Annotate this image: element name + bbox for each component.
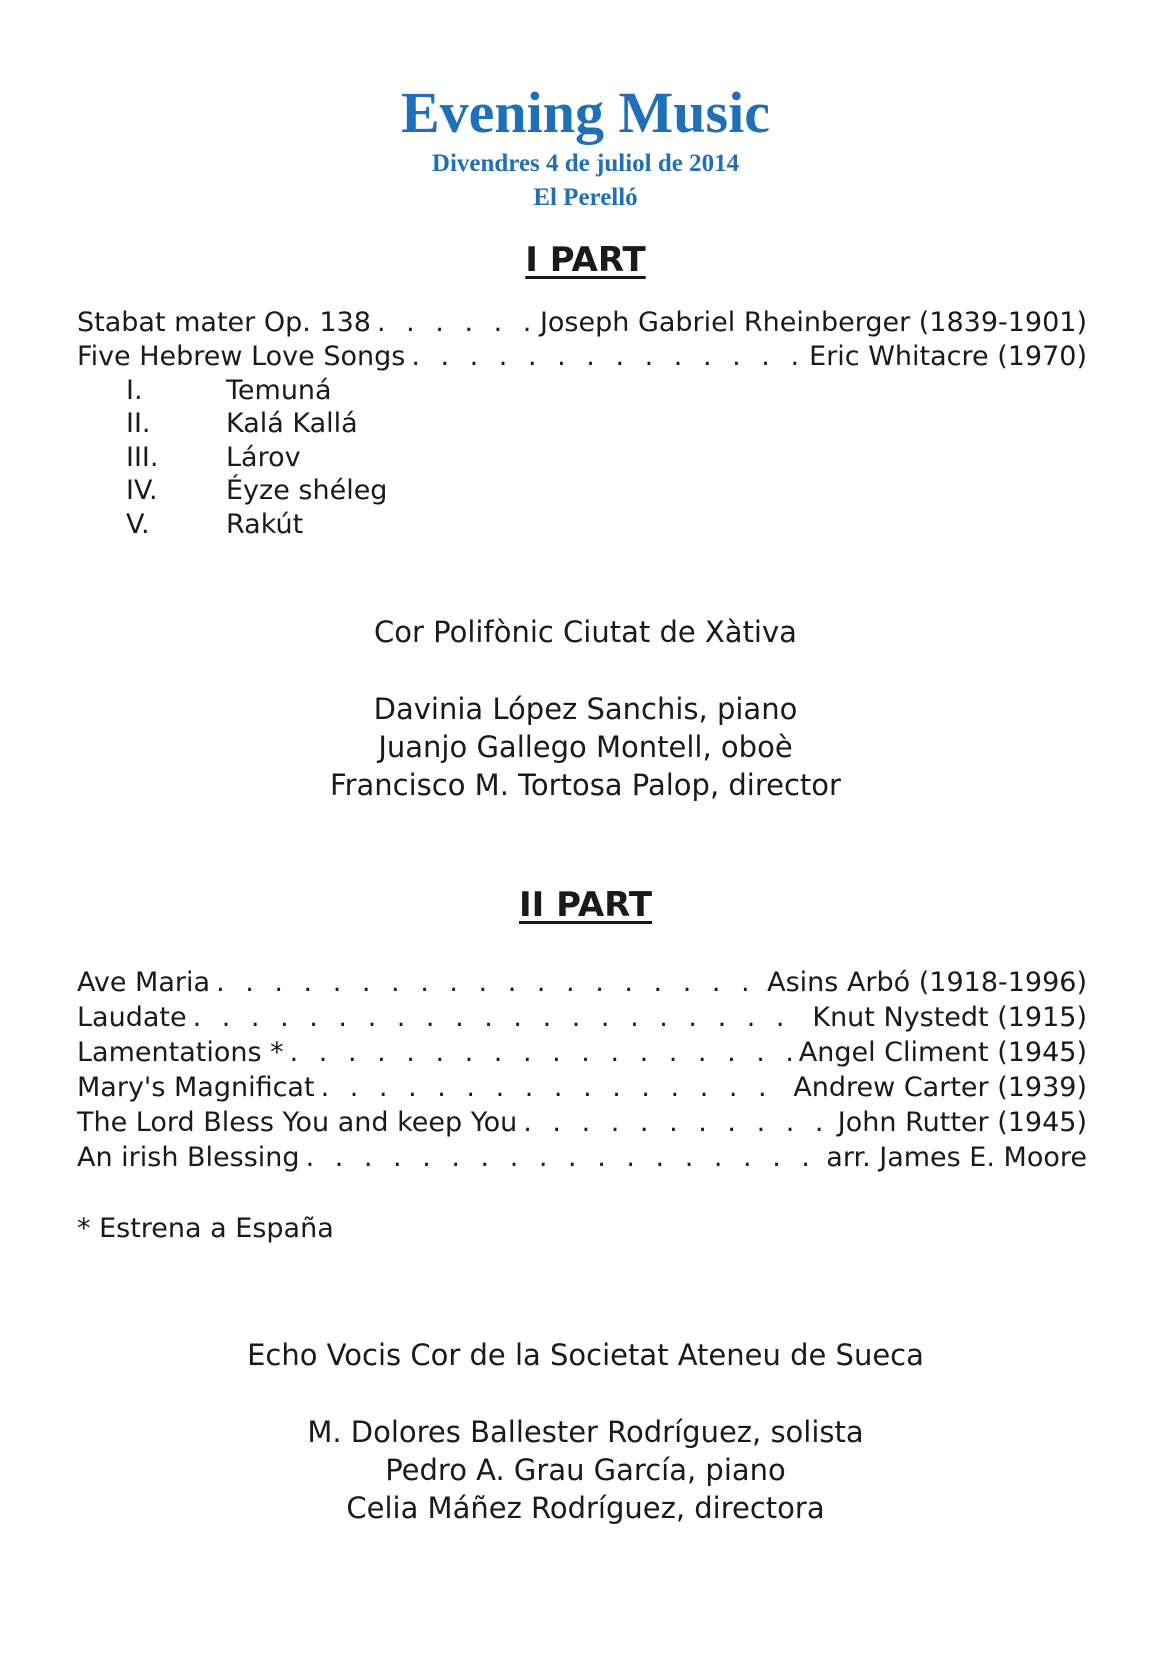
dot-leader (216, 965, 761, 1001)
movement-number: V. (126, 509, 150, 540)
movement-item (126, 507, 303, 543)
work-composer: Asins Arbó (1918-1996) (767, 967, 1087, 998)
work-composer: Angel Climent (1945) (798, 1037, 1087, 1068)
movement-number: I. (126, 375, 143, 406)
movement-name: Lárov (226, 442, 301, 473)
program-entry (77, 339, 1087, 375)
performer-line: Pedro A. Grau García, piano (385, 1453, 786, 1487)
movement-item (126, 406, 358, 442)
program-entry (77, 965, 1087, 1001)
movement-item (126, 440, 301, 476)
work-title: Stabat mater Op. 138 (77, 307, 371, 338)
work-composer: Joseph Gabriel Rheinberger (1839-1901) (539, 307, 1087, 338)
part-two-heading-text: II PART (518, 885, 653, 925)
work-title: Laudate (77, 1002, 187, 1033)
work-composer: Eric Whitacre (1970) (809, 341, 1087, 372)
program-entry (77, 1000, 1087, 1036)
dot-leader (523, 1105, 832, 1141)
premiere-footnote: * Estrena a España (77, 1213, 334, 1244)
work-title: The Lord Bless You and keep You (77, 1107, 518, 1138)
work-title: Ave Maria (77, 967, 211, 998)
movement-number: III. (126, 442, 159, 473)
work-composer: Andrew Carter (1939) (793, 1072, 1087, 1103)
movement-name: Kalá Kallá (226, 408, 358, 439)
movement-name: Rakút (226, 509, 304, 540)
work-composer: arr. James E. Moore (826, 1142, 1087, 1173)
program-entry (77, 1140, 1087, 1176)
dot-leader (306, 1140, 821, 1176)
program-entry (77, 1070, 1087, 1106)
work-composer: John Rutter (1945) (837, 1107, 1087, 1138)
movement-number: IV. (126, 475, 158, 506)
concert-place: El Perelló (533, 184, 638, 211)
movement-name: Éyze shéleg (226, 475, 388, 506)
performer-line: M. Dolores Ballester Rodríguez, solista (307, 1415, 864, 1449)
movement-name: Temuná (226, 375, 332, 406)
dot-leader (411, 339, 803, 375)
movement-item (126, 373, 332, 409)
work-title: Mary's Magnificat (77, 1072, 315, 1103)
part-one-heading-text: I PART (525, 240, 646, 280)
dot-leader (290, 1035, 793, 1071)
program-entry (77, 305, 1087, 341)
program-entry (77, 1105, 1087, 1141)
dot-leader (321, 1070, 788, 1106)
work-title: Five Hebrew Love Songs (77, 341, 406, 372)
ensemble-name: Echo Vocis Cor de la Societat Ateneu de Sueca (247, 1338, 924, 1372)
part-two-heading (0, 884, 1171, 926)
performer-line: Celia Máñez Rodríguez, directora (346, 1491, 825, 1525)
work-title: Lamentations * (77, 1037, 284, 1068)
work-title: An irish Blessing (77, 1142, 300, 1173)
part-one-heading (0, 239, 1171, 281)
dot-leader (193, 1000, 807, 1036)
concert-date: Divendres 4 de juliol de 2014 (431, 150, 740, 177)
ensemble-name: Cor Polifònic Ciutat de Xàtiva (374, 615, 797, 649)
program-entry (77, 1035, 1087, 1071)
performer-line: Davinia López Sanchis, piano (373, 692, 798, 726)
movement-item (126, 473, 387, 509)
program-title: Evening Music (401, 80, 770, 145)
movement-number: II. (126, 408, 151, 439)
work-composer: Knut Nystedt (1915) (812, 1002, 1087, 1033)
dot-leader (377, 305, 534, 341)
performer-line: Juanjo Gallego Montell, oboè (378, 730, 793, 764)
performer-line: Francisco M. Tortosa Palop, director (330, 768, 841, 802)
